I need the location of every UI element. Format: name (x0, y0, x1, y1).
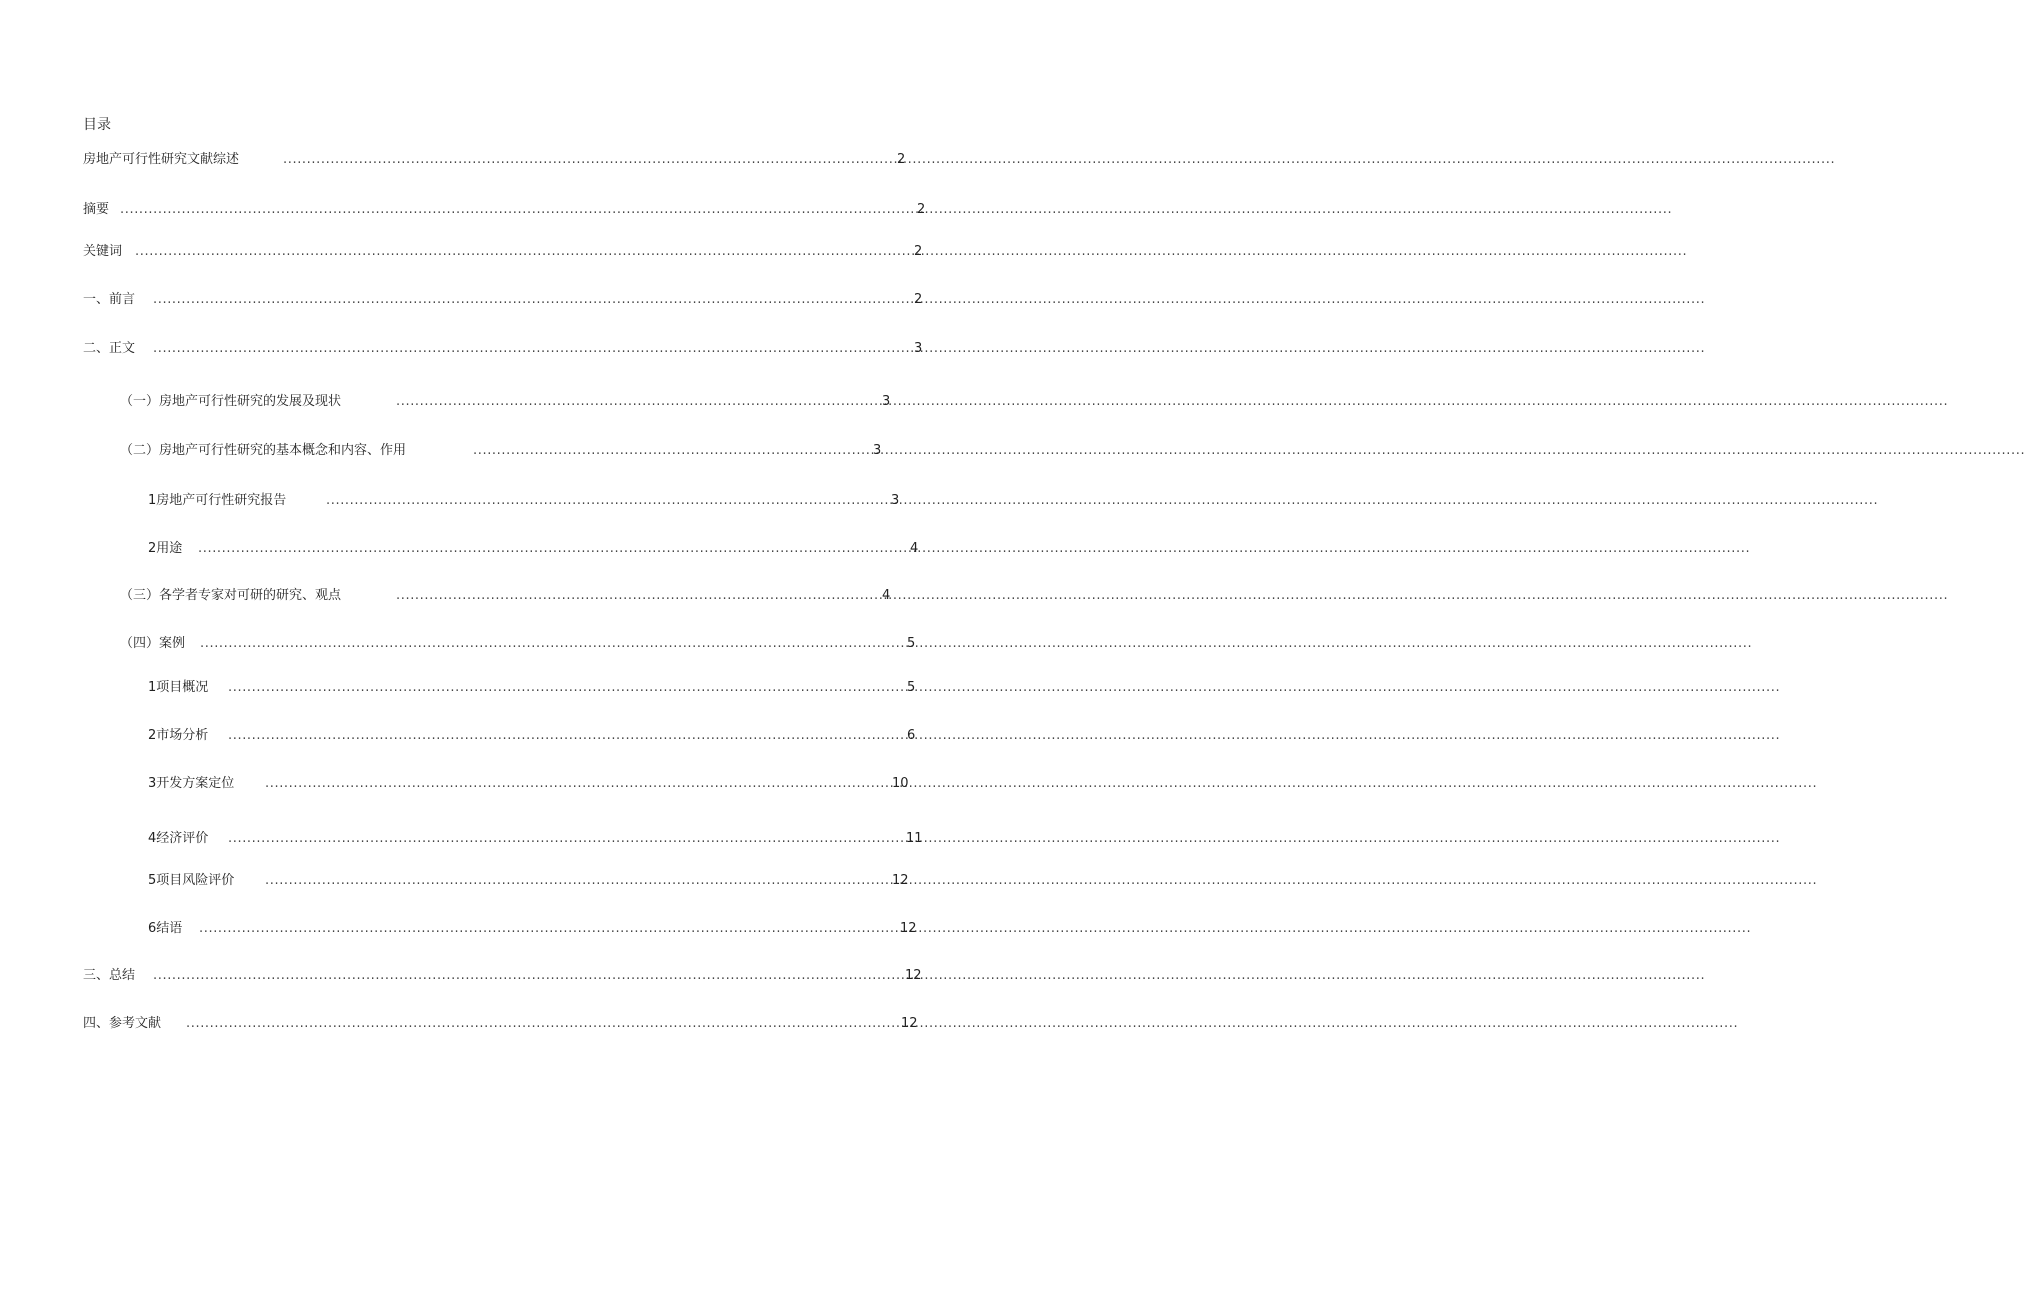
toc-entry-page: 3 (891, 493, 900, 508)
toc-entry-page: 12 (905, 968, 922, 983)
toc-entry-label: 四、参考文献 (83, 1016, 162, 1031)
toc-entry[interactable] (148, 872, 920, 890)
toc-entry[interactable] (148, 775, 920, 793)
toc-entry[interactable] (83, 1015, 920, 1033)
toc-entry[interactable] (148, 492, 920, 510)
toc-leader (153, 967, 901, 985)
toc-entry-page: 12 (901, 1016, 918, 1031)
toc-entry-page: 2 (897, 152, 906, 167)
toc-page (0, 0, 926, 1303)
toc-entry-label: 6结语 (148, 921, 183, 936)
toc-entry-label: 2用途 (148, 541, 183, 556)
toc-entry[interactable] (120, 442, 920, 460)
toc-entry-page: 12 (900, 921, 917, 936)
toc-leader (120, 201, 911, 219)
toc-entry[interactable] (148, 540, 920, 558)
toc-entry-page: 6 (907, 728, 916, 743)
toc-entry-label: （三）各学者专家对可研的研究、观点 (120, 588, 342, 603)
toc-leader (186, 1015, 897, 1033)
toc-entry-label: 一、前言 (83, 292, 136, 307)
toc-entry-label: 三、总结 (83, 968, 136, 983)
toc-entry-page: 3 (873, 443, 882, 458)
toc-entry-page: 2 (917, 202, 926, 217)
toc-leader (228, 727, 896, 745)
toc-entry[interactable] (83, 340, 923, 358)
toc-entry-page: 10 (892, 776, 909, 791)
toc-leader (396, 587, 876, 605)
toc-entry-page: 2 (914, 244, 923, 259)
toc-leader (228, 830, 892, 848)
toc-entry-label: 摘要 (83, 202, 110, 217)
toc-entry[interactable] (148, 679, 920, 697)
toc-entry-page: 4 (882, 588, 891, 603)
toc-leader (396, 393, 876, 411)
toc-leader (283, 151, 890, 169)
toc-entry-page: 5 (907, 680, 916, 695)
toc-leader (473, 442, 867, 460)
toc-leader (198, 540, 905, 558)
toc-entry-page: 5 (907, 636, 916, 651)
toc-title: 目录 (83, 117, 111, 133)
toc-entry-label: （二）房地产可行性研究的基本概念和内容、作用 (120, 443, 407, 458)
toc-entry-label: 2市场分析 (148, 728, 209, 743)
toc-leader (153, 340, 909, 358)
toc-entry-page: 3 (882, 394, 891, 409)
toc-entry[interactable] (148, 727, 920, 745)
toc-entry-page: 4 (910, 541, 919, 556)
toc-entry-label: 3开发方案定位 (148, 776, 235, 791)
toc-entry[interactable] (83, 291, 923, 309)
toc-entry-label: 4经济评价 (148, 831, 209, 846)
toc-entry[interactable] (120, 587, 920, 605)
toc-entry-label: （一）房地产可行性研究的发展及现状 (120, 394, 342, 409)
toc-leader (265, 872, 887, 890)
toc-entry[interactable] (148, 920, 920, 938)
toc-entry-page: 3 (914, 341, 923, 356)
toc-entry-label: 二、正文 (83, 341, 136, 356)
toc-entry-page: 2 (914, 292, 923, 307)
toc-entry[interactable] (83, 151, 920, 169)
toc-leader (153, 291, 909, 309)
toc-entry[interactable] (83, 967, 920, 985)
toc-leader (265, 775, 887, 793)
toc-entry-page: 12 (892, 873, 909, 888)
toc-entry-label: 房地产可行性研究文献综述 (83, 152, 240, 167)
toc-leader (200, 635, 900, 653)
toc-entry-page: 11 (906, 831, 923, 846)
toc-entry[interactable] (120, 635, 920, 653)
toc-leader (199, 920, 895, 938)
toc-leader (326, 492, 885, 510)
toc-entry[interactable] (148, 830, 923, 848)
toc-entry-label: 关键词 (83, 244, 123, 259)
toc-leader (135, 243, 909, 261)
toc-entry-label: 1项目概况 (148, 680, 209, 695)
toc-entry[interactable] (120, 393, 920, 411)
toc-entry[interactable] (83, 201, 926, 219)
toc-entry-label: 1房地产可行性研究报告 (148, 493, 287, 508)
toc-entry-label: 5项目风险评价 (148, 873, 235, 888)
toc-entry[interactable] (83, 243, 923, 261)
toc-leader (228, 679, 896, 697)
toc-entry-label: （四）案例 (120, 636, 186, 651)
